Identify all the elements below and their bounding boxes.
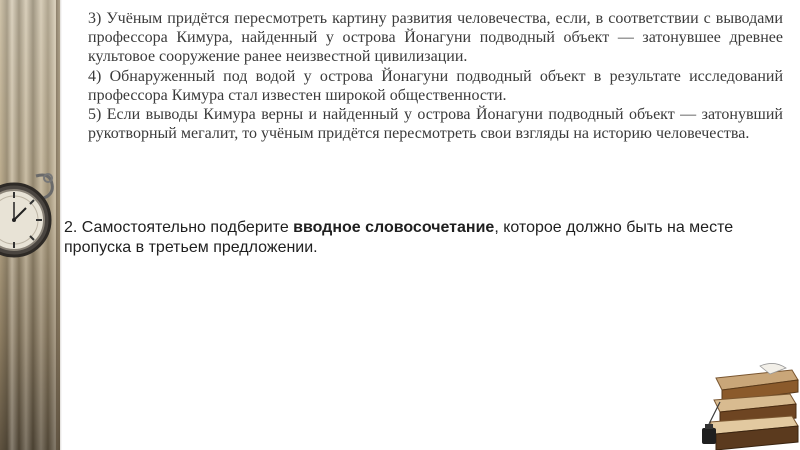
- statements-block: [88, 9, 783, 143]
- statement-5: 5) Если выводы Кимура верны и найденный у острова Йонагуни подводный объект — затонувший рукотворный мегалит, то учёным придётся пересмотреть свои взгляды на историю человечества.: [88, 106, 783, 143]
- pocket-watch-icon: [0, 168, 58, 268]
- task-bold-term: вводное словосочетание: [293, 219, 495, 236]
- books-inkwell-icon: [700, 362, 800, 450]
- statement-3: 3) Учёным придётся пересмотреть картину развития человечества, если, в соответствии с выводами профессора Кимура, найденный у острова Йонагуни подводный объект — затонувшее древнее культовое сооружение ранее неизвестной цивилизации.: [88, 10, 783, 66]
- task-suffix: , которое должно быть на месте пропуска в третьем предложении.: [64, 219, 734, 256]
- statement-4: 4) Обнаруженный под водой у острова Йонагуни подводный объект в результате исследований профессора Кимура стал известен широкой общественности.: [88, 67, 783, 104]
- task-text: [64, 218, 764, 257]
- task-prefix: 2. Самостоятельно подберите: [64, 219, 294, 236]
